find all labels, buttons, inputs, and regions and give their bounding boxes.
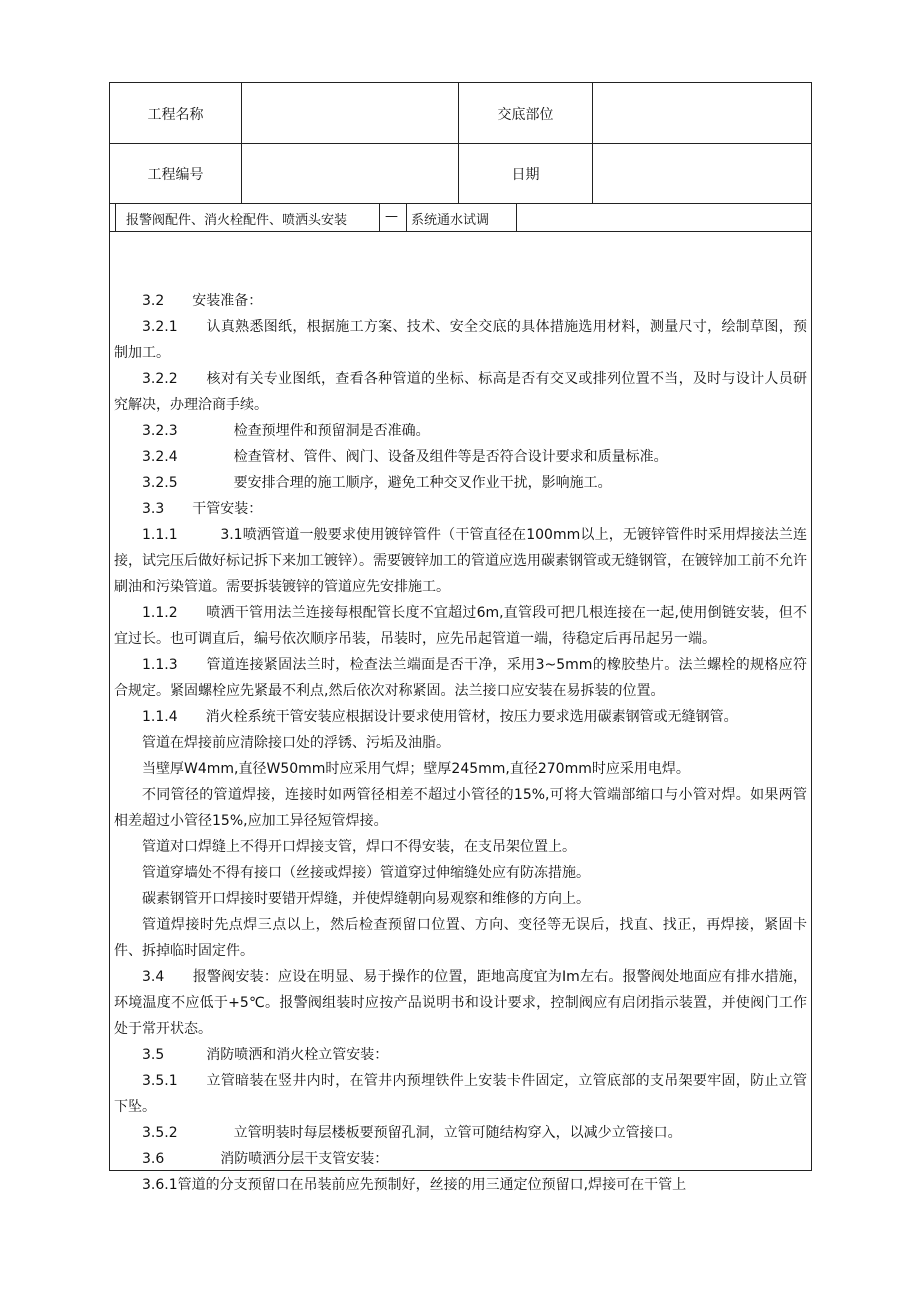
topic-right: 系统通水试调 bbox=[411, 213, 490, 228]
handover-part-label: 交底部位 bbox=[497, 107, 554, 123]
section-paragraph: 当壁厚W4mm,直径W50mm时应采用气焊；壁厚245mm,直径270mm时应采用电焊。 bbox=[142, 761, 690, 777]
section-paragraph: 3.2.2 核对有关专业图纸，查看各种管道的坐标、标高是否有交叉或排列位置不当，及时与设计人员研究解决，办理洽商手续。 bbox=[114, 371, 807, 413]
section-paragraph: 1.1.3 管道连接紧固法兰时，检查法兰端面是否干净，采用3~5mm的橡胶垫片。法兰螺栓的规格应符合规定。紧固螺栓应先紧最不利点,然后依次对称紧固。法兰接口应安装在易拆装的位置。 bbox=[114, 657, 807, 699]
section-paragraph: 碳素钢管开口焊接时要错开焊缝，并使焊缝朝向易观察和维修的方向上。 bbox=[142, 891, 590, 907]
section-paragraph: 管道穿墙处不得有接口（丝接或焊接）管道穿过伸缩缝处应有防冻措施。 bbox=[142, 865, 590, 881]
section-paragraph: 3.5.2 立管明装时每层楼板要预留孔洞，立管可随结构穿入，以减少立管接口。 bbox=[142, 1125, 682, 1141]
project-name-label: 工程名称 bbox=[147, 107, 204, 123]
topic-left: 报警阀配件、消火栓配件、喷洒头安装 bbox=[126, 213, 348, 228]
section-paragraph: 3.6 消防喷洒分层干支管安装： bbox=[142, 1151, 389, 1167]
section-paragraph: 3.2.5 要安排合理的施工顺序，避免工种交叉作业干扰，影响施工。 bbox=[142, 475, 612, 491]
section-paragraph: 3.2.4 检查管材、管件、阀门、设备及组件等是否符合设计要求和质量标准。 bbox=[142, 449, 668, 465]
section-paragraph: 1.1.4 消火栓系统干管安装应根据设计要求使用管材，按压力要求选用碳素钢管或无缝钢管。 bbox=[142, 709, 738, 725]
column-divider bbox=[406, 203, 407, 231]
topic-dash: — bbox=[385, 209, 398, 224]
column-divider bbox=[516, 203, 517, 231]
section-paragraph: 管道焊接时先点焊三点以上，然后检查预留口位置、方向、变径等无误后，找直、找正，再焊接，紧固卡件、拆掉临时固定件。 bbox=[114, 917, 807, 959]
handover-content bbox=[114, 288, 807, 1198]
row-divider bbox=[110, 143, 811, 144]
section-paragraph: 3.3 干管安装： bbox=[142, 501, 263, 517]
section-paragraph: 管道对口焊缝上不得开口焊接支管，焊口不得安装，在支吊架位置上。 bbox=[142, 839, 576, 855]
section-paragraph: 1.1.2 喷洒干管用法兰连接每根配管长度不宜超过6m,直管段可把几根连接在一起,使用倒链安装，但不宜过长。也可调直后，编号依次顺序吊装，吊装时，应先吊起管道一端，待稳定后再吊起另一端。 bbox=[114, 605, 807, 647]
section-paragraph: 3.2 安装准备： bbox=[142, 293, 263, 309]
column-divider bbox=[241, 83, 242, 203]
column-divider bbox=[379, 203, 380, 231]
column-divider bbox=[115, 203, 116, 231]
section-paragraph: 1.1.1 3.1喷洒管道一般要求使用镀锌管件（干管直径在100mm以上，无镀锌管件时采用焊接法兰连接，试完压后做好标记拆下来加工镀锌）。需要镀锌加工的管道应选用碳素钢管或无缝钢管，在镀锌加工前不允许刷油和污染管道。需要拆装镀锌的管道应先安排施工。 bbox=[114, 527, 807, 595]
section-paragraph: 3.6.1管道的分支预留口在吊装前应先预制好，丝接的用三通定位预留口,焊接可在干管上 bbox=[142, 1177, 687, 1193]
section-paragraph: 3.4 报警阀安装：应设在明显、易于操作的位置，距地高度宜为Im左右。报警阀处地面应有排水措施，环境温度不应低于+5℃。报警阀组装时应按产品说明书和设计要求，控制阀应有启闭指示装置，并使阀门工作处于常开状态。 bbox=[114, 969, 807, 1037]
row-divider bbox=[110, 231, 811, 232]
section-paragraph: 管道在焊接前应清除接口处的浮锈、污垢及油脂。 bbox=[142, 735, 450, 751]
column-divider bbox=[458, 83, 459, 203]
section-paragraph: 不同管径的管道焊接，连接时如两管径相差不超过小管径的15%,可将大管端部缩口与小管对焊。如果两管相差超过小管径15%,应加工异径短管焊接。 bbox=[114, 787, 807, 829]
section-paragraph: 3.5 消防喷洒和消火栓立管安装： bbox=[142, 1047, 389, 1063]
section-paragraph: 3.2.1 认真熟悉图纸，根据施工方案、技术、安全交底的具体措施选用材料，测量尺寸，绘制草图，预制加工。 bbox=[114, 319, 807, 361]
column-divider bbox=[592, 83, 593, 203]
date-label: 日期 bbox=[511, 167, 540, 183]
handover-form bbox=[109, 82, 812, 1193]
section-paragraph: 3.2.3 检查预埋件和预留洞是否准确。 bbox=[142, 423, 430, 439]
section-paragraph: 3.5.1 立管暗装在竖井内时，在管井内预埋铁件上安装卡件固定，立管底部的支吊架要牢固，防止立管下坠。 bbox=[114, 1073, 807, 1115]
row-divider bbox=[110, 203, 811, 204]
project-no-label: 工程编号 bbox=[147, 167, 204, 183]
